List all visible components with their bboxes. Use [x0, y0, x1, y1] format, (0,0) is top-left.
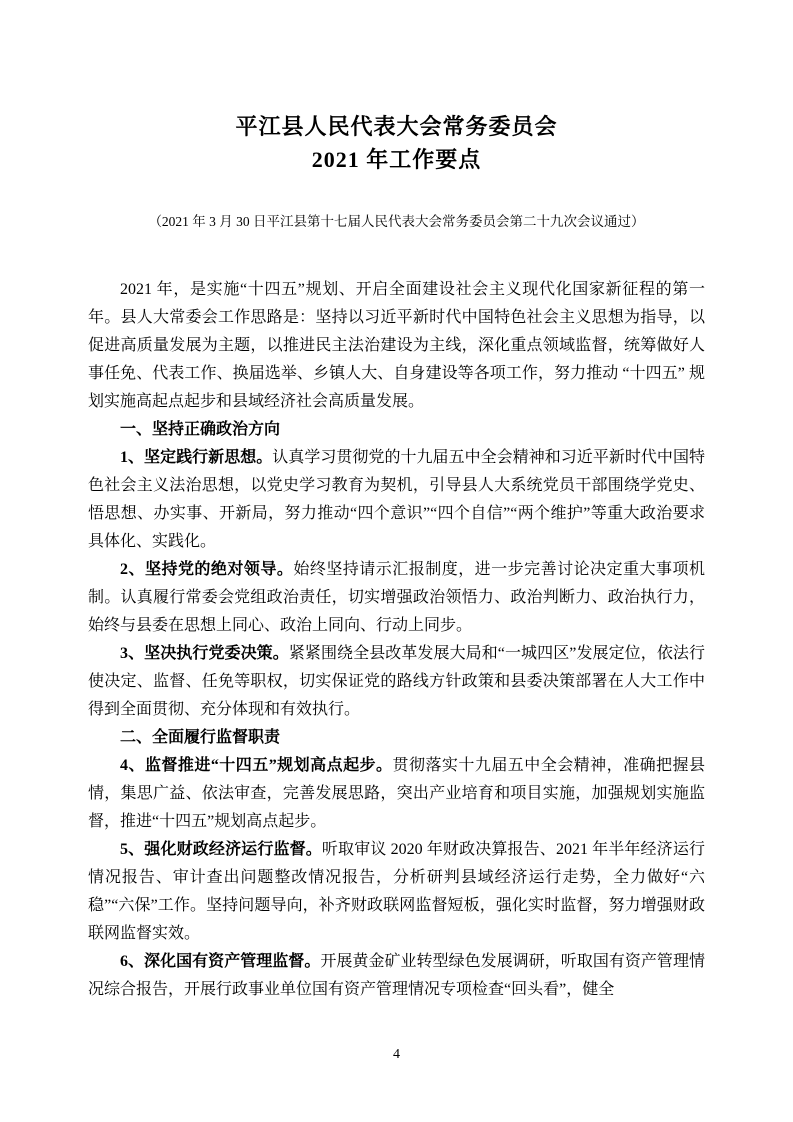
work-item-2-text: 始终坚持请示汇报制度，进一步完善讨论决定重大事项机制。认真履行常委会党组政治责任，切实增强政治领悟力、政治判断力、政治执行力，始终与县委在思想上同心、政治上同向、行动上同步。: [88, 561, 705, 634]
page-number: 4: [393, 1047, 400, 1062]
work-item-6-lead: 6、深化国有资产管理监督。: [120, 953, 321, 970]
document-body: [88, 276, 705, 1004]
work-item-3: [88, 640, 705, 724]
work-item-1-lead: 1、坚定践行新思想。: [120, 449, 273, 466]
work-item-3-lead: 3、坚决执行党委决策。: [120, 645, 289, 662]
work-item-4-text: 贯彻落实十九届五中全会精神，准确把握县情，集思广益、依法审查，完善发展思路，突出产业培育和项目实施，加强规划实施监督，推进“十四五”规划高点起步。: [88, 757, 705, 830]
work-item-6-text: 开展黄金矿业转型绿色发展调研，听取国有资产管理情况综合报告，开展行政事业单位国有资产管理情况专项检查“回头看”，健全: [88, 953, 705, 998]
intro-paragraph: 2021 年，是实施“十四五”规划、开启全面建设社会主义现代化国家新征程的第一年。县人大常委会工作思路是：坚持以习近平新时代中国特色社会主义思想为指导，以促进高质量发展为主题，以推进民主法治建设为主线，深化重点领域监督，统筹做好人事任免、代表工作、换届选举、乡镇人大、自身建设等各项工作，努力推动 “十四五” 规划实施高起点起步和县域经济社会高质量发展。: [88, 281, 705, 410]
document-title-line1: 平江县人民代表大会常务委员会: [235, 114, 558, 139]
work-item-6: [88, 948, 705, 1004]
work-item-2: [88, 556, 705, 640]
work-item-5-text: 听取审议 2020 年财政决算报告、2021 年半年经济运行情况报告、审计查出问题整改情况报告，分析研判县域经济运行走势，全力做好“六稳”“六保”工作。坚持问题导向，补齐财政联网监督短板，强化实时监督，努力增强财政联网监督实效。: [88, 841, 705, 942]
section-heading-2: 二、全面履行监督职责: [120, 729, 281, 746]
document-title-line2: 2021 年工作要点: [311, 147, 482, 172]
work-item-4-lead: 4、监督推进“十四五”规划高点起步。: [120, 757, 393, 774]
approval-note: （2021 年 3 月 30 日平江县第十七届人民代表大会常务委员会第二十九次会议通过）: [148, 214, 645, 229]
work-item-4: [88, 752, 705, 836]
work-item-5-lead: 5、强化财政经济运行监督。: [120, 841, 322, 858]
section-heading-1: 一、坚持正确政治方向: [120, 421, 281, 438]
work-item-1: [88, 444, 705, 556]
work-item-5: [88, 836, 705, 948]
work-item-3-text: 紧紧围绕全县改革发展大局和“一城四区”发展定位，依法行使决定、监督、任免等职权，切实保证党的路线方针政策和县委决策部署在人大工作中得到全面贯彻、充分体现和有效执行。: [88, 645, 705, 718]
work-item-2-lead: 2、坚持党的绝对领导。: [120, 561, 294, 578]
work-item-1-text: 认真学习贯彻党的十九届五中全会精神和习近平新时代中国特色社会主义法治思想，以党史学习教育为契机，引导县人大系统党员干部围绕学党史、悟思想、办实事、开新局，努力推动“四个意识”“四个自信”“两个维护”等重大政治要求具体化、实践化。: [88, 449, 705, 550]
